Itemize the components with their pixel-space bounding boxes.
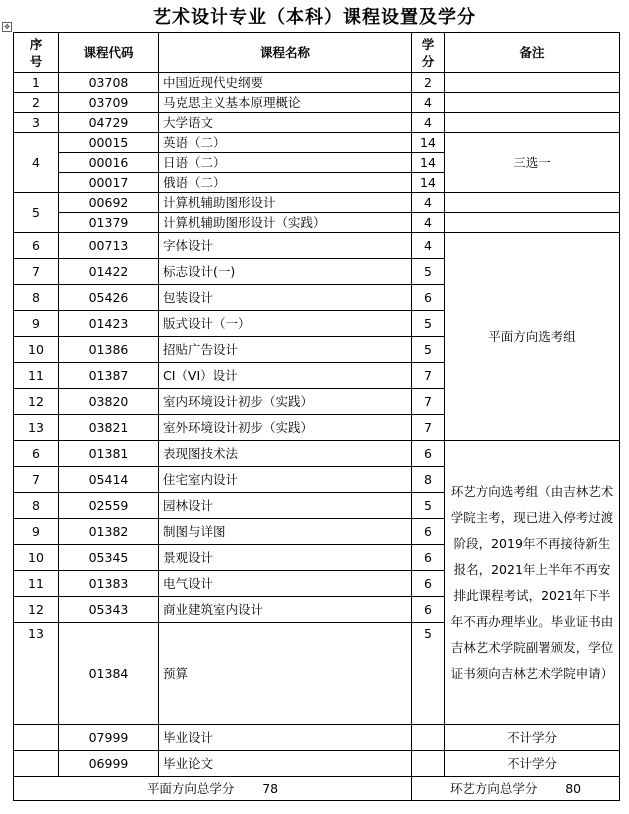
cell-code: 00016	[59, 153, 159, 173]
cell-name: 大学语文	[159, 113, 412, 133]
table-row	[14, 725, 620, 751]
cell-name: 商业建筑室内设计	[159, 597, 412, 623]
cell-code: 01381	[59, 441, 159, 467]
cell-name: 招贴广告设计	[159, 337, 412, 363]
cell-seq: 1	[14, 73, 59, 93]
cell-remark	[445, 213, 620, 233]
cell-credit: 6	[412, 597, 445, 623]
cell-seq: 9	[14, 311, 59, 337]
remark-language-choice: 三选一	[445, 133, 620, 193]
cell-code: 05426	[59, 285, 159, 311]
cell-name: 日语（二）	[159, 153, 412, 173]
cell-credit: 5	[412, 311, 445, 337]
cell-name: 包装设计	[159, 285, 412, 311]
cell-seq: 7	[14, 259, 59, 285]
cell-credit: 6	[412, 519, 445, 545]
cell-credit: 5	[412, 337, 445, 363]
cell-seq: 13	[14, 623, 59, 725]
remark-no-credit: 不计学分	[445, 751, 620, 777]
total-env	[412, 777, 620, 801]
cell-credit: 5	[412, 259, 445, 285]
cell-code: 03709	[59, 93, 159, 113]
cell-name: 室内环境设计初步（实践）	[159, 389, 412, 415]
cell-seq: 10	[14, 337, 59, 363]
cell-code: 01387	[59, 363, 159, 389]
total-planar-label: 平面方向总学分	[146, 781, 235, 796]
cell-name: 表现图技术法	[159, 441, 412, 467]
cell-credit: 6	[412, 545, 445, 571]
cell-credit: 7	[412, 415, 445, 441]
cell-seq: 7	[14, 467, 59, 493]
header-seq: 序 号	[14, 33, 59, 73]
table-row	[14, 133, 620, 153]
cell-code: 07999	[59, 725, 159, 751]
cell-name: 毕业设计	[159, 725, 412, 751]
header-name: 课程名称	[159, 33, 412, 73]
remark-planar-group: 平面方向选考组	[445, 233, 620, 441]
cell-credit: 2	[412, 73, 445, 93]
cell-name: 园林设计	[159, 493, 412, 519]
cell-code: 01383	[59, 571, 159, 597]
cell-credit: 6	[412, 441, 445, 467]
course-table	[13, 32, 620, 801]
cell-seq: 2	[14, 93, 59, 113]
cell-name: 景观设计	[159, 545, 412, 571]
cell-seq	[14, 725, 59, 751]
cell-code: 03708	[59, 73, 159, 93]
cell-credit: 14	[412, 173, 445, 193]
cell-name: 电气设计	[159, 571, 412, 597]
cell-name: 版式设计（一）	[159, 311, 412, 337]
cell-code: 00015	[59, 133, 159, 153]
cell-seq: 6	[14, 441, 59, 467]
table-row	[14, 193, 620, 213]
cell-credit: 7	[412, 389, 445, 415]
cell-seq: 12	[14, 597, 59, 623]
cell-code: 05414	[59, 467, 159, 493]
cell-code: 01423	[59, 311, 159, 337]
cell-seq: 6	[14, 233, 59, 259]
cell-code: 06999	[59, 751, 159, 777]
remark-env-group: 环艺方向选考组（由吉林艺术学院主考，现已进入停考过渡阶段，2019年不再接待新生报名，2021年上半年不再安排此课程考试，2021年下半年不再办理毕业。毕业证书由吉林艺术学院副署颁发，学位证书须向吉林艺术学院申请）	[445, 441, 620, 725]
cell-credit: 6	[412, 571, 445, 597]
remark-no-credit: 不计学分	[445, 725, 620, 751]
cell-name: 住宅室内设计	[159, 467, 412, 493]
cell-credit: 4	[412, 113, 445, 133]
cell-credit: 8	[412, 467, 445, 493]
cell-seq	[14, 751, 59, 777]
header-remark: 备注	[445, 33, 620, 73]
cell-code: 03820	[59, 389, 159, 415]
cell-code: 01382	[59, 519, 159, 545]
table-row	[14, 751, 620, 777]
table-row	[14, 441, 620, 467]
cell-code: 02559	[59, 493, 159, 519]
cell-name: 俄语（二）	[159, 173, 412, 193]
total-env-value: 80	[565, 781, 582, 796]
cell-remark	[445, 113, 620, 133]
total-planar-value: 78	[262, 781, 279, 796]
cell-seq: 8	[14, 493, 59, 519]
cell-remark	[445, 193, 620, 213]
cell-code: 00017	[59, 173, 159, 193]
cell-seq: 10	[14, 545, 59, 571]
cell-seq: 8	[14, 285, 59, 311]
table-row	[14, 93, 620, 113]
cell-credit: 5	[412, 623, 445, 725]
cell-remark	[445, 73, 620, 93]
cell-name: 标志设计(一)	[159, 259, 412, 285]
cell-credit: 4	[412, 93, 445, 113]
cell-credit	[412, 751, 445, 777]
cell-credit: 14	[412, 153, 445, 173]
header-credit: 学 分	[412, 33, 445, 73]
cell-name: CI（VI）设计	[159, 363, 412, 389]
header-code: 课程代码	[59, 33, 159, 73]
table-move-handle-icon[interactable]: ✥	[2, 22, 12, 32]
cell-name: 计算机辅助图形设计（实践）	[159, 213, 412, 233]
table-row	[14, 73, 620, 93]
totals-row	[14, 777, 620, 801]
cell-code: 04729	[59, 113, 159, 133]
cell-name: 毕业论文	[159, 751, 412, 777]
cell-seq: 9	[14, 519, 59, 545]
cell-seq: 11	[14, 571, 59, 597]
cell-seq: 4	[14, 133, 59, 193]
cell-credit	[412, 725, 445, 751]
cell-credit: 7	[412, 363, 445, 389]
cell-code: 05345	[59, 545, 159, 571]
page-title: 艺术设计专业（本科）课程设置及学分	[153, 7, 476, 28]
cell-name: 英语（二）	[159, 133, 412, 153]
cell-code: 00692	[59, 193, 159, 213]
cell-name: 马克思主义基本原理概论	[159, 93, 412, 113]
total-env-label: 环艺方向总学分	[449, 781, 538, 796]
cell-name: 制图与详图	[159, 519, 412, 545]
cell-code: 01422	[59, 259, 159, 285]
table-row	[14, 213, 620, 233]
cell-code: 05343	[59, 597, 159, 623]
cell-code: 01384	[59, 623, 159, 725]
cell-code: 00713	[59, 233, 159, 259]
cell-credit: 14	[412, 133, 445, 153]
cell-seq: 3	[14, 113, 59, 133]
total-planar	[14, 777, 412, 801]
table-row	[14, 113, 620, 133]
cell-name: 中国近现代史纲要	[159, 73, 412, 93]
cell-name: 字体设计	[159, 233, 412, 259]
cell-seq: 12	[14, 389, 59, 415]
cell-remark	[445, 93, 620, 113]
cell-name: 计算机辅助图形设计	[159, 193, 412, 213]
table-header-row	[14, 33, 620, 73]
cell-credit: 6	[412, 285, 445, 311]
cell-code: 01386	[59, 337, 159, 363]
table-row	[14, 233, 620, 259]
cell-credit: 4	[412, 193, 445, 213]
cell-seq: 13	[14, 415, 59, 441]
cell-code: 03821	[59, 415, 159, 441]
cell-credit: 4	[412, 233, 445, 259]
cell-seq: 5	[14, 193, 59, 233]
cell-seq: 11	[14, 363, 59, 389]
cell-credit: 5	[412, 493, 445, 519]
cell-name: 室外环境设计初步（实践）	[159, 415, 412, 441]
cell-name: 预算	[159, 623, 412, 725]
cell-code: 01379	[59, 213, 159, 233]
cell-credit: 4	[412, 213, 445, 233]
